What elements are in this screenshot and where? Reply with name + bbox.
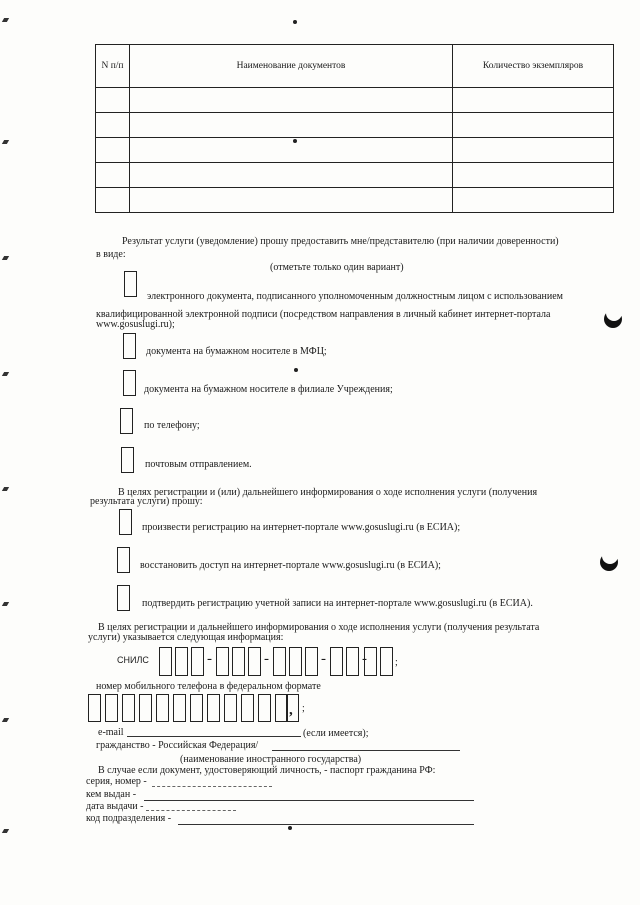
email-label: e-mail xyxy=(98,727,124,738)
phone-digit-box[interactable] xyxy=(207,694,220,722)
hole-punch-mark xyxy=(604,310,622,328)
hole-punch-mark xyxy=(600,553,618,571)
option-paper-branch-label: документа на бумажном носителе в филиале Учреждения; xyxy=(144,384,393,395)
snils-digit-box[interactable] xyxy=(330,647,343,676)
scan-mark xyxy=(2,140,9,144)
column-header-number: N п/п xyxy=(96,45,130,88)
snils-label: СНИЛС xyxy=(117,655,149,665)
documents-table xyxy=(95,44,614,213)
snils-semicolon: ; xyxy=(395,657,398,668)
checkbox-restore-access[interactable] xyxy=(117,547,130,573)
option-phone-label: по телефону; xyxy=(144,420,200,431)
scan-mark xyxy=(2,256,9,260)
registration-intro-cont: результата услуги) прошу: xyxy=(90,496,203,507)
checkbox-paper-mfc[interactable] xyxy=(123,333,136,359)
scan-mark xyxy=(2,829,9,833)
phone-comma: , xyxy=(289,702,293,718)
scan-dot xyxy=(293,20,297,24)
table-row[interactable] xyxy=(96,163,614,188)
phone-digit-box[interactable] xyxy=(224,694,237,722)
column-header-document-name: Наименование документов xyxy=(130,45,453,88)
result-note: (отметьте только один вариант) xyxy=(270,262,404,273)
issued-by-label: кем выдан - xyxy=(86,789,137,800)
snils-digit-box[interactable] xyxy=(305,647,318,676)
phone-label: номер мобильного телефона в федеральном формате xyxy=(96,681,321,692)
phone-digit-box[interactable] xyxy=(241,694,254,722)
snils-digit-box[interactable] xyxy=(289,647,302,676)
snils-digit-box[interactable] xyxy=(159,647,172,676)
column-header-quantity: Количество экземпляров xyxy=(453,45,614,88)
checkbox-register[interactable] xyxy=(119,509,132,535)
issue-date-input[interactable] xyxy=(146,810,236,811)
snils-digit-box[interactable] xyxy=(175,647,188,676)
option-register-label: произвести регистрацию на интернет-портале www.gosuslugi.ru (в ЕСИА); xyxy=(142,522,461,533)
phone-digit-box[interactable] xyxy=(156,694,169,722)
citizenship-label: гражданство - Российская Федерация/ xyxy=(96,740,259,751)
phone-digit-box[interactable] xyxy=(190,694,203,722)
division-code-label: код подразделения - xyxy=(86,813,172,824)
checkbox-confirm-registration[interactable] xyxy=(117,585,130,611)
snils-digit-box[interactable] xyxy=(248,647,261,676)
scan-dot xyxy=(288,826,292,830)
scan-mark xyxy=(2,372,9,376)
series-number-input[interactable] xyxy=(152,786,272,787)
checkbox-paper-branch[interactable] xyxy=(123,370,136,396)
division-code-input[interactable] xyxy=(178,824,474,825)
option-electronic-label: электронного документа, подписанного уполномоченным должностным лицом с использованием xyxy=(147,291,563,302)
result-intro: Результат услуги (уведомление) прошу предоставить мне/представителю (при наличии доверенности) xyxy=(122,236,559,247)
scan-mark xyxy=(2,718,9,722)
phone-digit-box[interactable] xyxy=(139,694,152,722)
phone-digit-box[interactable] xyxy=(286,694,299,722)
checkbox-post[interactable] xyxy=(121,447,134,473)
snils-digit-box[interactable] xyxy=(232,647,245,676)
option-confirm-label: подтвердить регистрацию учетной записи на интернет-портале www.gosuslugi.ru (в ЕСИА). xyxy=(142,598,533,609)
snils-digit-box[interactable] xyxy=(191,647,204,676)
checkbox-electronic-document[interactable] xyxy=(124,271,137,297)
issued-by-input[interactable] xyxy=(144,800,474,801)
passport-intro: В случае если документ, удостоверяющий личность, - паспорт гражданина РФ: xyxy=(98,765,436,776)
snils-separator: - xyxy=(207,651,212,667)
citizenship-input[interactable] xyxy=(272,750,460,751)
table-row[interactable] xyxy=(96,188,614,213)
snils-separator: - xyxy=(362,651,367,667)
series-label: серия, номер - xyxy=(86,776,147,787)
phone-digit-box[interactable] xyxy=(258,694,271,722)
option-restore-label: восстановить доступ на интернет-портале www.gosuslugi.ru (в ЕСИА); xyxy=(140,560,441,571)
phone-digit-box[interactable] xyxy=(173,694,186,722)
result-intro-cont: в виде: xyxy=(96,249,126,260)
table-header-row xyxy=(96,45,614,88)
snils-digit-box[interactable] xyxy=(346,647,359,676)
scan-dot xyxy=(294,368,298,372)
phone-semicolon: ; xyxy=(302,703,305,714)
registration-intro: В целях регистрации и (или) дальнейшего информирования о ходе исполнения услуги (получения xyxy=(118,487,538,498)
scan-mark xyxy=(2,18,9,22)
option-electronic-label-cont: квалифицированной электронной подписи (посредством направления в личный кабинет интернет-портала xyxy=(96,309,551,320)
scan-mark xyxy=(2,487,9,491)
option-paper-mfc-label: документа на бумажном носителе в МФЦ; xyxy=(146,346,327,357)
email-input[interactable] xyxy=(127,736,301,737)
phone-digit-box[interactable] xyxy=(122,694,135,722)
table-row[interactable] xyxy=(96,88,614,113)
option-post-label: почтовым отправлением. xyxy=(145,459,252,470)
snils-digit-box[interactable] xyxy=(273,647,286,676)
table-row[interactable] xyxy=(96,113,614,138)
snils-digit-box[interactable] xyxy=(364,647,377,676)
issue-date-label: дата выдачи - xyxy=(86,801,144,812)
scan-mark xyxy=(2,602,9,606)
option-electronic-label-cont: www.gosuslugi.ru); xyxy=(96,319,175,330)
email-suffix: (если имеется); xyxy=(303,728,369,739)
phone-digit-box[interactable] xyxy=(105,694,118,722)
table-row[interactable] xyxy=(96,138,614,163)
snils-separator: - xyxy=(321,651,326,667)
checkbox-phone[interactable] xyxy=(120,408,133,434)
phone-digit-box[interactable] xyxy=(88,694,101,722)
info-intro: В целях регистрации и дальнейшего информирования о ходе исполнения услуги (получения результата xyxy=(98,622,540,633)
snils-separator: - xyxy=(264,651,269,667)
snils-digit-box[interactable] xyxy=(380,647,393,676)
info-intro-cont: услуги) указывается следующая информация: xyxy=(88,632,284,643)
foreign-state-note: (наименование иностранного государства) xyxy=(180,754,362,765)
snils-digit-box[interactable] xyxy=(216,647,229,676)
